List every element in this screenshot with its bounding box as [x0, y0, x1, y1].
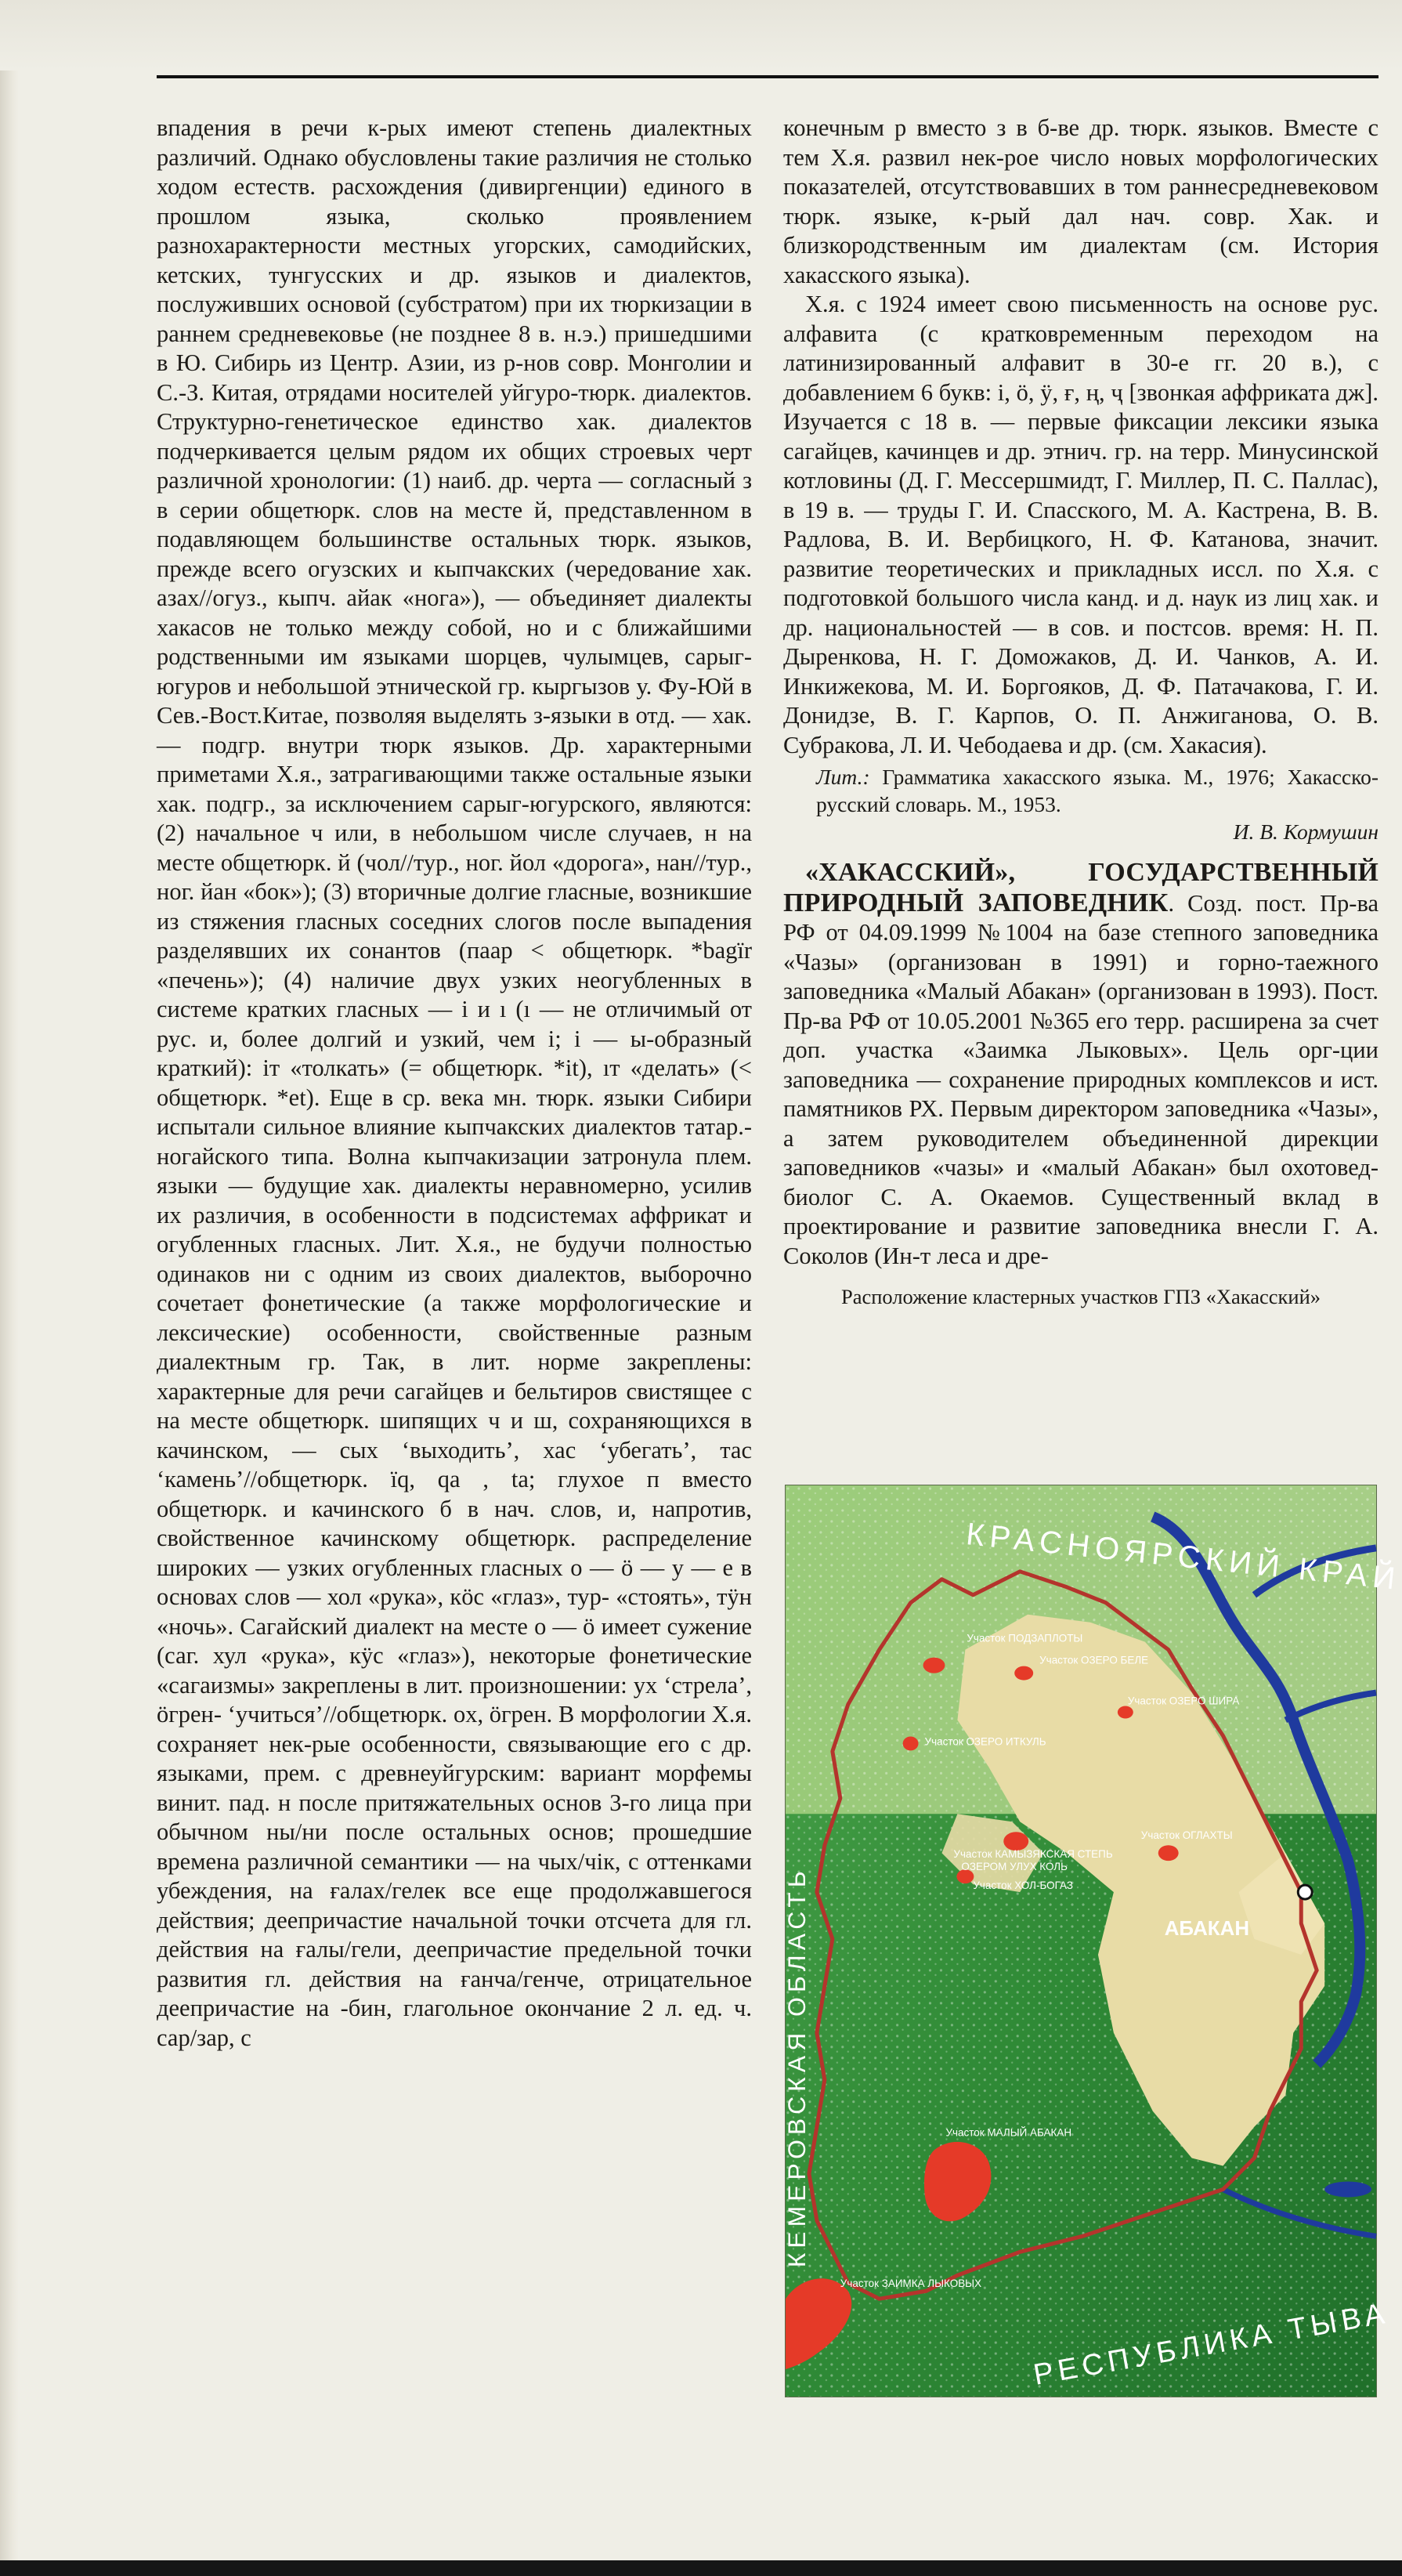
label-abakan: АБАКАН [1164, 1918, 1250, 1941]
page-top-margin [0, 0, 1402, 71]
site-marker-oglakhty [1158, 1845, 1179, 1861]
paragraph-continuation: конечным р вместо з в б-ве др. тюрк. языков. Вместе с тем Х.я. развил нек-рое число новых морфологических показателей, отсутствовавших в том раннесредневековом тюрк. языке, к-рый дал нач. совр. Хак. и близкородственным им диалектам (см. История хакасского языка). [783, 114, 1379, 288]
entry-title: «ХАКАССКИЙ», ГОСУДАРСТВЕННЫЙ ПРИРОДНЫЙ ЗАПОВЕДНИК [783, 858, 1379, 917]
site-label-kamyzyak: Участок КАМЫЗЯКСКАЯ СТЕПЬ [953, 1848, 1113, 1861]
label-tuva-republic: РЕСПУБЛИКА ТЫВА [1031, 2296, 1392, 2392]
site-label-oglakhty: Участок ОГЛАХТЫ [1140, 1829, 1233, 1842]
site-label-ozero-shira: Участок ОЗЕРО ШИРА [1127, 1695, 1240, 1707]
left-column-text: впадения в речи к-рых имеют степень диалектных различий. Однако обусловлены такие различия не столько ходом естеств. расхождения (дивиргенции) единого в прошлом языка, сколько проявлением разнохарактерности местных угорских, самодийских, кетских, тунгусских и др. языков и диалектов, послуживших основой (субстратом) при их тюркизации в раннем средневековье (не позднее 8 в. н.э.) пришедшими в Ю. Сибирь из Центр. Азии, из р-нов совр. Монголии и С.-З. Китая, отрядами носителей уйгуро-тюрк. диалектов. Структурно-генетическое единство хак. диалектов подчеркивается целым рядом их общих строевых черт различной хронологии: (1) наиб. др. черта — согласный з в серии общетюрк. слов на месте й, представленном в подавляющем большинстве остальных тюрк. языков, прежде всего огузских и кыпчакских (чередование хак. азах//огуз., кыпч. айак «нога»), — объединяет диалекты хакасов не только между собой, но и с ближайшими родственными им языками шорцев, чулымцев, сарыг-югуров и небольшой этнической гр. кыргызов у. Фу-Юй в Сев.-Вост.Китае, позволяя выделять з-языки в отд. — хак. — подгр. внутри тюрк языков. Др. характерными приметами Х.я., затрагивающими также остальные языки хак. подгр., за исключением сарыг-югурского, являются: (2) начальное ч или, в небольшом числе случаев, н на месте общетюрк. й (чол//тур., ног. йол «дорога», нан//тур., ног. йан «бок»); (3) вторичные долгие гласные, возникшие из стяжения гласных соседних слогов после выпадения разделявших их сонантов (паар < общетюрк. *bagïr «печень»); (4) наличие двух узких неогубленных в системе кратких гласных — і и ı (ı — не отличимый от рус. и, более долгий и узкий, чем і; і — ы-образный краткий): іт «толкать» (= общетюрк. *it), ıт «делать» (< общетюрк. *et). Еще в ср. века мн. тюрк. языки Сибири испытали сильное влияние кыпчакских диалектов татар.-ногайского типа. Волна кыпчакизации затронула плем. языки — будущие хак. диалекты неравномерно, усилив их различия, в особенности в подсистемах аффрикат и огубленных гласных. Лит. Х.я., не будучи полностью одинаков ни с одним из своих диалектов, выборочно сочетает фонетические (а также морфологические и лексические) особенности, свойственные разным диалектным гр. Так, в лит. норме закреплены: характерные для речи сагайцев и бельтиров свистящее с на месте общетюрк. шипящих ч и ш, сохраняющихся в качинском, — сых ‘выходить’, хас ‘убегать’, тас ‘камень’//общетюрк. їq, qa , ta; глухое п вместо общетюрк. и качинского б в нач. слов, и, напротив, свойственное качинскому общетюрк. распределение широких — узких огубленных гласных о — ö — у — е в основах слов — хол «рука», кöс «глаз», тур- «стоять», тӱн «ночь». Сагайский диалект на месте о — ö имеет сужение (саг. хул «рука», кӱс «глаз»), некоторые фонетические «сагаизмы» закреплены в лит. произношении: ух ‘стрела’, ӧгрен- ‘учиться’//общетюрк. ox, ӧгрен. В морфологии Х.я. сохраняет нек-рые особенности, связывающие его с др. языками, прем. с древнеуйгурским: вариант морфемы винит. пад. н после притяжательных основ 3-го лица при обычном ны/ни после остальных основ; прошедшие времена различной семантики — на чых/чік, с оттенками убеждения, на ғалах/гелек все еще продолжавшегося действия; деепричастие начальной точки отсчета для гл. действия на ғалы/гели, деепричастие предельной точки развития гл. действия на ғанча/генче, отрицательное деепричастие на -бин, глагольное окончание 2 л. ед. ч. сар/зар, с [157, 114, 752, 2051]
reserve-entry [783, 858, 1379, 1271]
site-marker-ozero-shira [1118, 1706, 1133, 1719]
label-kemerovo-oblast: КЕМЕРОВСКАЯ ОБЛАСТЬ [782, 1866, 811, 2268]
reserve-map-svg [782, 1485, 1402, 2397]
left-column [157, 114, 752, 2053]
label-krasnoyarsk-krai: КРАСНОЯРСКИЙ КРАЙ [964, 1517, 1402, 1597]
literature-reference [783, 763, 1379, 818]
site-label-podzaploty: Участок ПОДЗАПЛОТЫ [967, 1632, 1083, 1644]
site-marker-ozero-bele [1014, 1666, 1033, 1681]
literature-text: Грамматика хакасского языка. М., 1976; Хакасско-русский словарь. М., 1953. [816, 765, 1379, 816]
city-marker-abakan [1298, 1885, 1312, 1899]
site-label-khol-bogaz: Участок ХОЛ-БОГАЗ [973, 1880, 1073, 1892]
page-bottom-edge [0, 2560, 1402, 2576]
map-caption: Расположение кластерных участков ГПЗ «Хакасский» [840, 1285, 1321, 1308]
right-column [783, 114, 1379, 1310]
site-label-zaimka-lykovykh: Участок ЗАИМКА ЛЫКОВЫХ [840, 2278, 982, 2290]
paragraph-writing-history: Х.я. с 1924 имеет свою письменность на основе рус. алфавита (с кратковременным переходом на латинизированный алфавит в 30-е гг. 20 в.), с добавлением 6 букв: і, ö, ÿ, ғ, ң, ҷ [звонкая аффриката дж]. Изучается с 18 в. — первые фиксации лексики языка сагайцев, качинцев и др. этнич. гр. на терр. Минусинской котловины (Д. Г. Мессершмидт, Г. Миллер, П. С. Паллас), в 19 в. — труды Г. И. Спасского, М. А. Кастрена, В. В. Радлова, В. И. Вербицкого, Н. Ф. Катанова, значит. развитие теоретических и прикладных иссл. по Х.я. с подготовкой большого числа канд. и д. наук из лиц хак. и др. национальностей — в сов. и постсов. время: Н. П. Дыренкова, Н. Г. Доможаков, Д. И. Чанков, А. И. Инкижекова, М. И. Боргояков, Д. Ф. Патачакова, Г. И. Донидзе, В. Г. Карпов, О. П. Анжиганова, О. В. Субракова, Л. И. Чебодаева и др. (см. Хакасия). [783, 291, 1379, 758]
page-spine-shadow [0, 0, 19, 2576]
site-label-ulukh-kol: ОЗЕРОМ УЛУХ КОЛЬ [961, 1861, 1068, 1873]
reserve-map [782, 1485, 1402, 2397]
site-label-ozero-itkul: Участок ОЗЕРО ИТКУЛЬ [924, 1735, 1046, 1748]
reservoir [1324, 2181, 1371, 2197]
site-label-ozero-bele: Участок ОЗЕРО БЕЛЕ [1039, 1654, 1149, 1666]
literature-label: Лит.: [816, 765, 870, 789]
site-marker-ozero-itkul [903, 1736, 919, 1750]
author-signature: И. В. Кормушин [1233, 819, 1379, 844]
header-rule [157, 75, 1379, 78]
site-label-maly-abakan: Участок МАЛЫЙ АБАКАН [945, 2126, 1072, 2139]
site-marker-podzaploty [923, 1658, 945, 1673]
entry-text: . Созд. пост. Пр-ва РФ от 04.09.1999 №1004 на базе степного заповедника «Чазы» (организован в 1991) и горно-таежного заповедника «Малый Абакан» (организован в 1993). Пост. Пр-ва РФ от 10.05.2001 №365 его терр. расширена за счет доп. участка «Заимка Лыковых». Цель орг-ции заповедника — сохранение природных комплексов и ист. памятников РХ. Первым директором заповедника «Чазы», а затем руководителем объединенной дирекции заповедников «чазы» и «малый Абакан» был охотовед-биолог С. А. Окаемов. Существенный вклад в проектирование и развитие заповедника внесли Г. А. Соколов (Ин-т леса и дре- [783, 889, 1379, 1269]
